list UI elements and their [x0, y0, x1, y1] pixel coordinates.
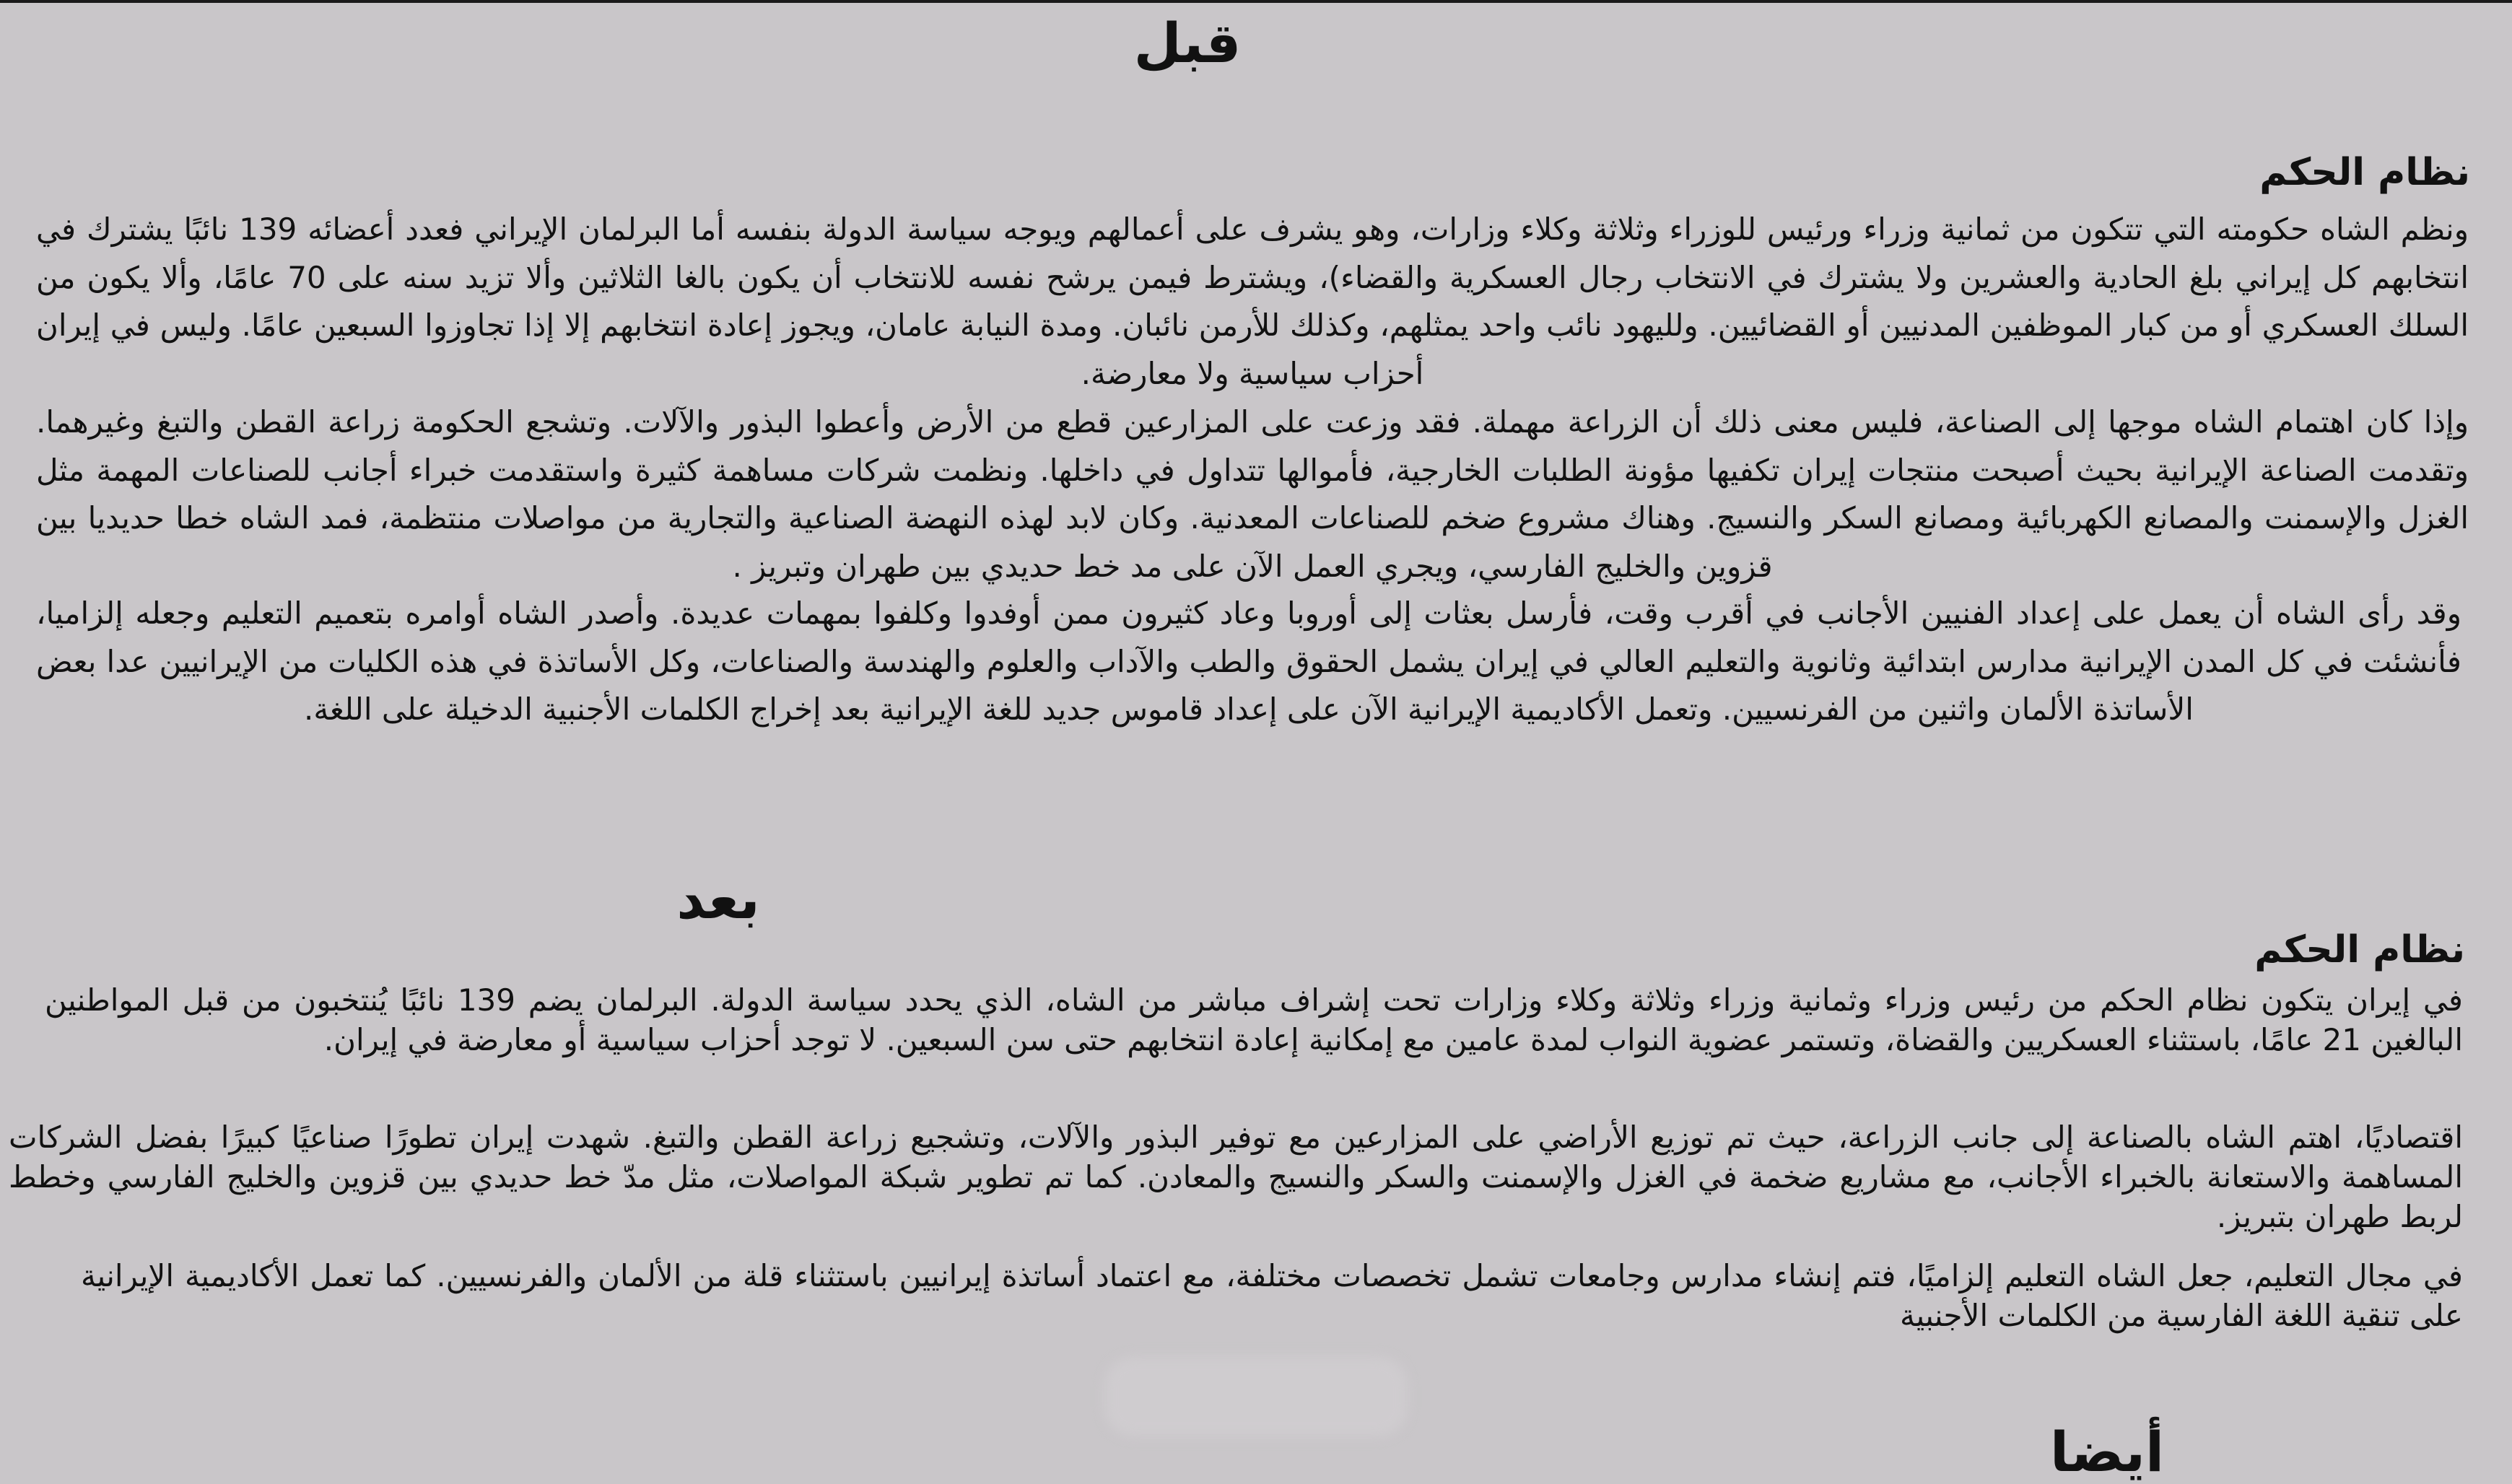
- after-paragraph-education: في مجال التعليم، جعل الشاه التعليم إلزاميًا، فتم إنشاء مدارس وجامعات تشمل تخصصات مختلفة، مع اعتماد أساتذة إيرانيين باستثناء قلة من الألمان والفرنسيين. كما تعمل الأكاديمية الإيرانية على تنقية اللغة الفارسية من الكلمات الأجنبية: [81, 1258, 2463, 1333]
- before-paragraph-government: ونظم الشاه حكومته التي تتكون من ثمانية وزراء ورئيس للوزراء وثلاثة وكلاء وزارات، وهو يشرف على أعمالهم ويوجه سياسة الدولة بنفسه أما البرلمان الإيراني فعدد أعضائه 139 نائبًا يشترك في انتخابهم كل إيراني بلغ الحادية والعشرين ولا يشترك في الانتخاب رجال العسكرية والقضاء)، ويشترط فيمن يرشح نفسه للانتخاب أن يكون بالغا الثلاثين وألا تزيد سنه على 70 عامًا، وألا يكون من السلك العسكري أو من كبار الموظفين المدنيين أو القضائيين. ولليهود نائب واحد يمثلهم، وكذلك للأرمن نائبان. ومدة النيابة عامان، ويجوز إعادة انتخابهم إلا إذا تجاوزوا السبعين عامًا. وليس في إيران أحزاب سياسية ولا معارضة.: [36, 211, 2469, 391]
- after-paragraph-economy: اقتصاديًا، اهتم الشاه بالصناعة إلى جانب الزراعة، حيث تم توزيع الأراضي على المزارعين مع توفير البذور والآلات، وتشجيع زراعة القطن والتبغ. شهدت إيران تطورًا صناعيًا كبيرًا بفضل الشركات المساهمة والاستعانة بالخبراء الأجانب، مع مشاريع ضخمة في الغزل والإسمنت والسكر والنسيج والمعادن. كما تم تطوير شبكة المواصلات، مثل مدّ خط حديدي بين قزوين والخليج الفارسي وخطط لربط طهران بتبريز.: [9, 1119, 2463, 1234]
- before-paragraph-education: وقد رأى الشاه أن يعمل على إعداد الفنيين الأجانب في أقرب وقت، فأرسل بعثات إلى أوروبا وعاد كثيرون ممن أوفدوا وكلفوا بمهمات عديدة. وأصدر الشاه أوامره بتعميم التعليم وجعله إلزاميا، فأنشئت في كل المدن الإيرانية مدارس ابتدائية وثانوية والتعليم العالي في إيران يشمل الحقوق والطب والآداب والعلوم والهندسة والصناعات، وكل الأساتذة في هذه الكليات من الإيرانيين عدا بعض الأساتذة الألمان واثنين من الفرنسيين. وتعمل الأكاديمية الإيرانية الآن على إعداد قاموس جديد للغة الإيرانية بعد إخراج الكلمات الأجنبية الدخيلة على اللغة.: [36, 595, 2461, 727]
- scan-smudge: [1104, 1357, 1408, 1436]
- after-governance-heading: نظام الحكم: [2254, 928, 2465, 972]
- cut-off-next-title-text: أيضا: [2050, 1420, 2165, 1484]
- after-section-title: بعد: [676, 867, 760, 931]
- before-governance-heading: نظام الحكم: [2259, 151, 2470, 194]
- after-paragraph-government: في إيران يتكون نظام الحكم من رئيس وزراء وثمانية وزراء وثلاثة وكلاء وزارات تحت إشراف مباشر من الشاه، الذي يحدد سياسة الدولة. البرلمان يضم 139 نائبًا يُنتخبون من قبل المواطنين البالغين 21 عامًا، باستثناء العسكريين والقضاة، وتستمر عضوية النواب لمدة عامين مع إمكانية إعادة انتخابهم حتى سن السبعين. لا توجد أحزاب سياسية أو معارضة في إيران.: [45, 982, 2464, 1057]
- before-section-title: قبل: [1133, 11, 1242, 75]
- cut-off-next-title: [2050, 1420, 2165, 1484]
- before-paragraph-economy: وإذا كان اهتمام الشاه موجها إلى الصناعة، فليس معنى ذلك أن الزراعة مهملة. فقد وزعت على المزارعين قطع من الأرض وأعطوا البذور والآلات. وتشجع الحكومة زراعة القطن والتبغ وغيرهما. وتقدمت الصناعة الإيرانية بحيث أصبحت منتجات إيران تكفيها مؤونة الطلبات الخارجية، فأموالها تتداول في داخلها. ونظمت شركات مساهمة كثيرة واستقدمت خبراء أجانب للصناعات المهمة مثل الغزل والإسمنت والمصانع الكهربائية ومصانع السكر والنسيج. وهناك مشروع ضخم للصناعات المعدنية. وكان لابد لهذه النهضة الصناعية والتجارية من مواصلات منتظمة، فمد الشاه خطا حديديا بين قزوين والخليج الفارسي، ويجري العمل الآن على مد خط حديدي بين طهران وتبريز .: [36, 404, 2469, 584]
